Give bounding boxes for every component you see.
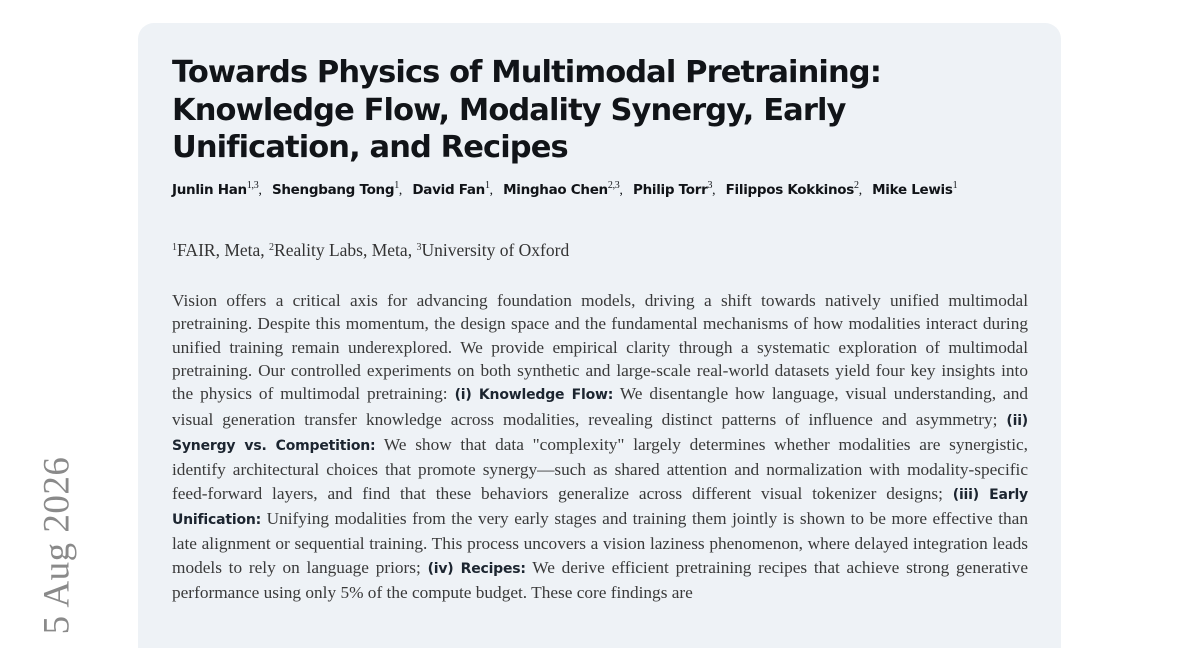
author[interactable] bbox=[726, 182, 859, 198]
affiliations bbox=[172, 238, 1032, 262]
insight-keyword-knowledge-flow: (i) Knowledge Flow: bbox=[454, 387, 614, 404]
author-name: Philip Torr bbox=[632, 182, 708, 198]
author-name: Minghao Chen bbox=[503, 182, 608, 198]
author-separator: , bbox=[258, 182, 262, 197]
author-affil: 2,3 bbox=[607, 180, 620, 191]
insight-keyword-synergy: (ii) Synergy vs. Competition: bbox=[172, 412, 1028, 455]
author-name: Shengbang Tong bbox=[271, 182, 395, 198]
author-affil: 1 bbox=[484, 180, 490, 191]
author[interactable] bbox=[872, 182, 957, 198]
author[interactable] bbox=[633, 182, 712, 198]
author[interactable] bbox=[172, 182, 258, 198]
affil-name: FAIR, Meta bbox=[177, 240, 261, 260]
paper-title: Towards Physics of Multimodal Pretraining: Knowledge Flow, Modality Synergy, Early Unification, and Recipes bbox=[172, 55, 881, 165]
author-separator: , bbox=[489, 182, 493, 197]
affil-separator: , bbox=[260, 240, 270, 260]
abstract-text: Vision offers a critical axis for advancing foundation models, driving a shift towards natively unified multimodal pretraining. Despite this momentum, the design space and the fundamental mechanisms of how modalities interact during unified training remain underexplored. We provide empirical clarity through a systematic exploration of multimodal pretraining. Our controlled experiments on both synthetic and large-scale real-world datasets yield four key insights into the physics of multimodal pretraining: bbox=[172, 291, 1028, 404]
affil-name: University of Oxford bbox=[421, 240, 570, 260]
affil-separator: , bbox=[407, 240, 417, 260]
side-date-text: 5 Aug 2026 bbox=[36, 456, 78, 634]
insight-keyword-recipes: (iv) Recipes: bbox=[427, 560, 526, 577]
abstract-text: Unifying modalities from the very early stages and training them jointly is shown to be more effective than late alignment or sequential training. This process uncovers a vision laziness phenomenon, where delayed integration leads models to rely on language priors; bbox=[172, 509, 1028, 577]
affil-number: 2 bbox=[269, 242, 275, 253]
author-name: David Fan bbox=[412, 182, 485, 198]
author-affil: 2 bbox=[853, 180, 859, 191]
abstract-text: We derive efficient pretraining recipes that achieve strong generative performance using only 5% of the compute budget. These core findings are bbox=[172, 557, 1028, 603]
author[interactable] bbox=[503, 182, 619, 198]
author-name: Filippos Kokkinos bbox=[725, 182, 854, 198]
author-name: Junlin Han bbox=[172, 182, 247, 198]
author-affil: 1 bbox=[394, 180, 399, 191]
affil-number: 1 bbox=[172, 242, 177, 253]
author-name: Mike Lewis bbox=[872, 182, 953, 198]
author-list bbox=[172, 176, 1032, 204]
author-affil: 1 bbox=[952, 180, 958, 191]
author[interactable] bbox=[272, 182, 399, 198]
author-separator: , bbox=[712, 182, 716, 197]
abstract-text: We disentangle how language, visual understanding, and visual generation transfer knowledge across modalities, revealing distinct patterns of influence and asymmetry; bbox=[172, 384, 1028, 429]
author-separator: , bbox=[858, 182, 862, 197]
arxiv-side-date bbox=[12, 450, 102, 640]
abstract-text: We show that data "complexity" largely determines whether modalities are synergistic, identify architectural choices that promote synergy—such as shared attention and normalization with modality-specific feed-forward layers, and find that these behaviors generalize across different visual tokenizer designs; bbox=[172, 435, 1028, 503]
author-affil: 3 bbox=[707, 180, 713, 191]
affil-name: Reality Labs, Meta bbox=[274, 240, 408, 260]
affil-number: 3 bbox=[416, 242, 422, 253]
author-separator: , bbox=[398, 182, 402, 197]
insight-keyword-early-unification: (iii) Early Unification: bbox=[172, 486, 1028, 529]
author-separator: , bbox=[619, 182, 623, 197]
author[interactable] bbox=[412, 182, 489, 198]
abstract bbox=[172, 289, 1028, 604]
author-affil: 1,3 bbox=[246, 180, 259, 191]
